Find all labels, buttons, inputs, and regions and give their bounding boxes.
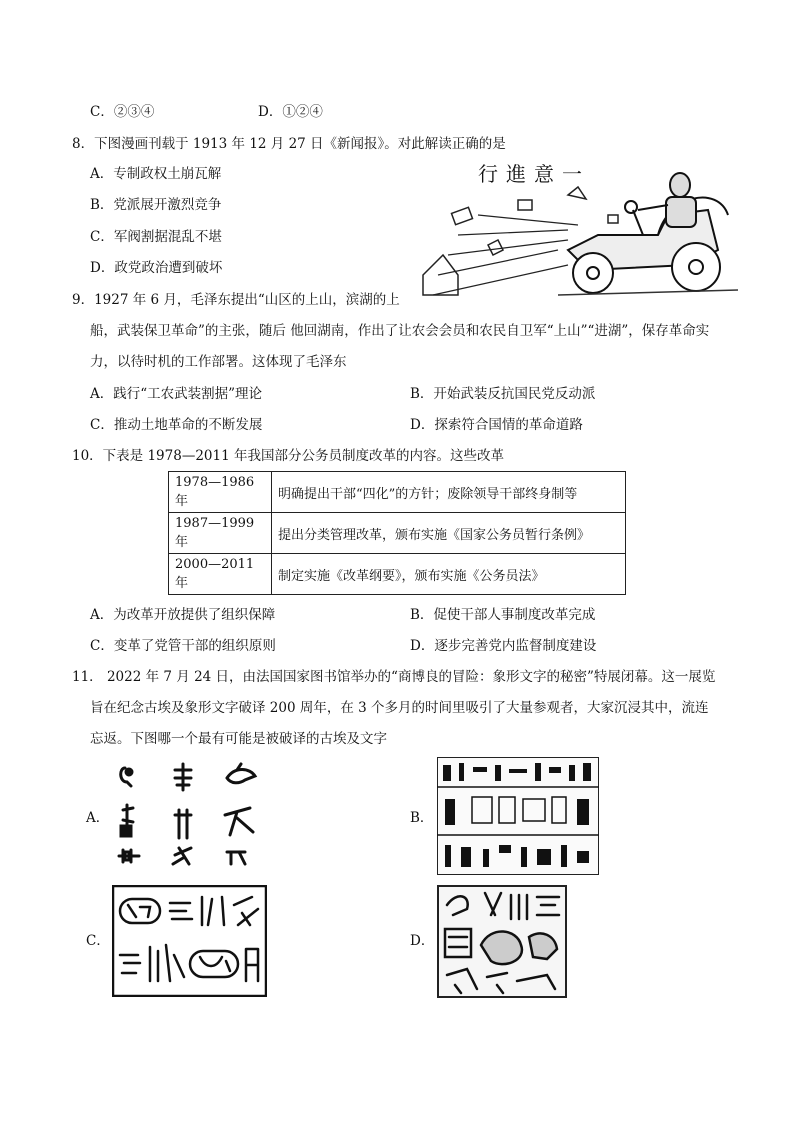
table-cell-period: 2000—2011 年 [169, 554, 272, 595]
table-row [169, 554, 626, 595]
table-cell-period: 1978—1986 年 [169, 472, 272, 513]
table-cell-content: 明确提出干部“四化”的方针；废除领导干部终身制等 [272, 472, 626, 513]
table-cell-content: 制定实施《改革纲要》，颁布实施《公务员法》 [272, 554, 626, 595]
option-a-glyphs-image [115, 760, 265, 870]
q8-cartoon-image [418, 155, 738, 305]
q9-stem-line1: 9．1927 年 6 月，毛泽东提出“山区的上山，滨湖的上 [72, 292, 400, 308]
q8-option-b: B．党派展开激烈竞争 [90, 197, 222, 213]
q10-option-a: A．为改革开放提供了组织保障 [90, 607, 276, 623]
q9-stem-line3: 力，以待时机的工作部署。这体现了毛泽东 [90, 354, 347, 370]
q8-stem: 8．下图漫画刊载于 1913 年 12 月 27 日《新闻报》。对此解读正确的是 [72, 136, 506, 152]
q10-stem: 10．下表是 1978—2011 年我国部分公务员制度改革的内容。这些改革 [72, 448, 504, 464]
q11-label-b: B． [410, 810, 434, 826]
table-cell-content: 提出分类管理改革，颁布实施《国家公务员暂行条例》 [272, 513, 626, 554]
q10-option-c: C．变革了党管干部的组织原则 [90, 638, 276, 654]
q9-option-d: D．探索符合国情的革命道路 [410, 417, 583, 433]
q7-option-d: D．①②④ [258, 104, 323, 120]
q9-option-a: A．践行“工农武装割据”理论 [90, 386, 263, 402]
cartoon-title: 行進意一 [478, 162, 590, 186]
q11-stem-line3: 忘返。下图哪一个最有可能是被破译的古埃及文字 [90, 731, 387, 747]
q11-stem-line2: 旨在纪念古埃及象形文字破译 200 周年，在 3 个多月的时间里吸引了大量参观者，大家沉浸其中，流连 [90, 700, 709, 716]
q9-stem-line2: 船，武装保卫革命”的主张，随后 他回湖南，作出了让农会会员和农民自卫军“上山”“进湖”，保存革命实 [90, 323, 710, 339]
table-cell-period: 1987—1999 年 [169, 513, 272, 554]
table-row [169, 513, 626, 554]
q11-stem-line1: 11． 2022 年 7 月 24 日，由法国国家图书馆举办的“商博良的冒险：象形文字的秘密”特展闭幕。这一展览 [72, 669, 716, 685]
option-d-relief-image [437, 885, 567, 998]
q8-option-a: A．专制政权土崩瓦解 [90, 166, 222, 182]
q9-option-b: B．开始武装反抗国民党反动派 [410, 386, 596, 402]
q8-option-c: C．军阀割据混乱不堪 [90, 229, 222, 245]
q9-option-c: C．推动土地革命的不断发展 [90, 417, 263, 433]
q8-option-d: D．政党政治遭到破坏 [90, 260, 223, 276]
q7-option-c: C．②③④ [90, 104, 155, 120]
q10-option-d: D．逐步完善党内监督制度建设 [410, 638, 597, 654]
reform-table [168, 471, 626, 595]
q11-label-a: A． [86, 810, 110, 826]
q11-label-c: C． [86, 933, 110, 949]
option-c-cartouche-image [112, 885, 267, 997]
q10-option-b: B．促使干部人事制度改革完成 [410, 607, 596, 623]
option-b-inscription-image [437, 757, 599, 875]
table-row [169, 472, 626, 513]
q11-label-d: D． [410, 933, 435, 949]
